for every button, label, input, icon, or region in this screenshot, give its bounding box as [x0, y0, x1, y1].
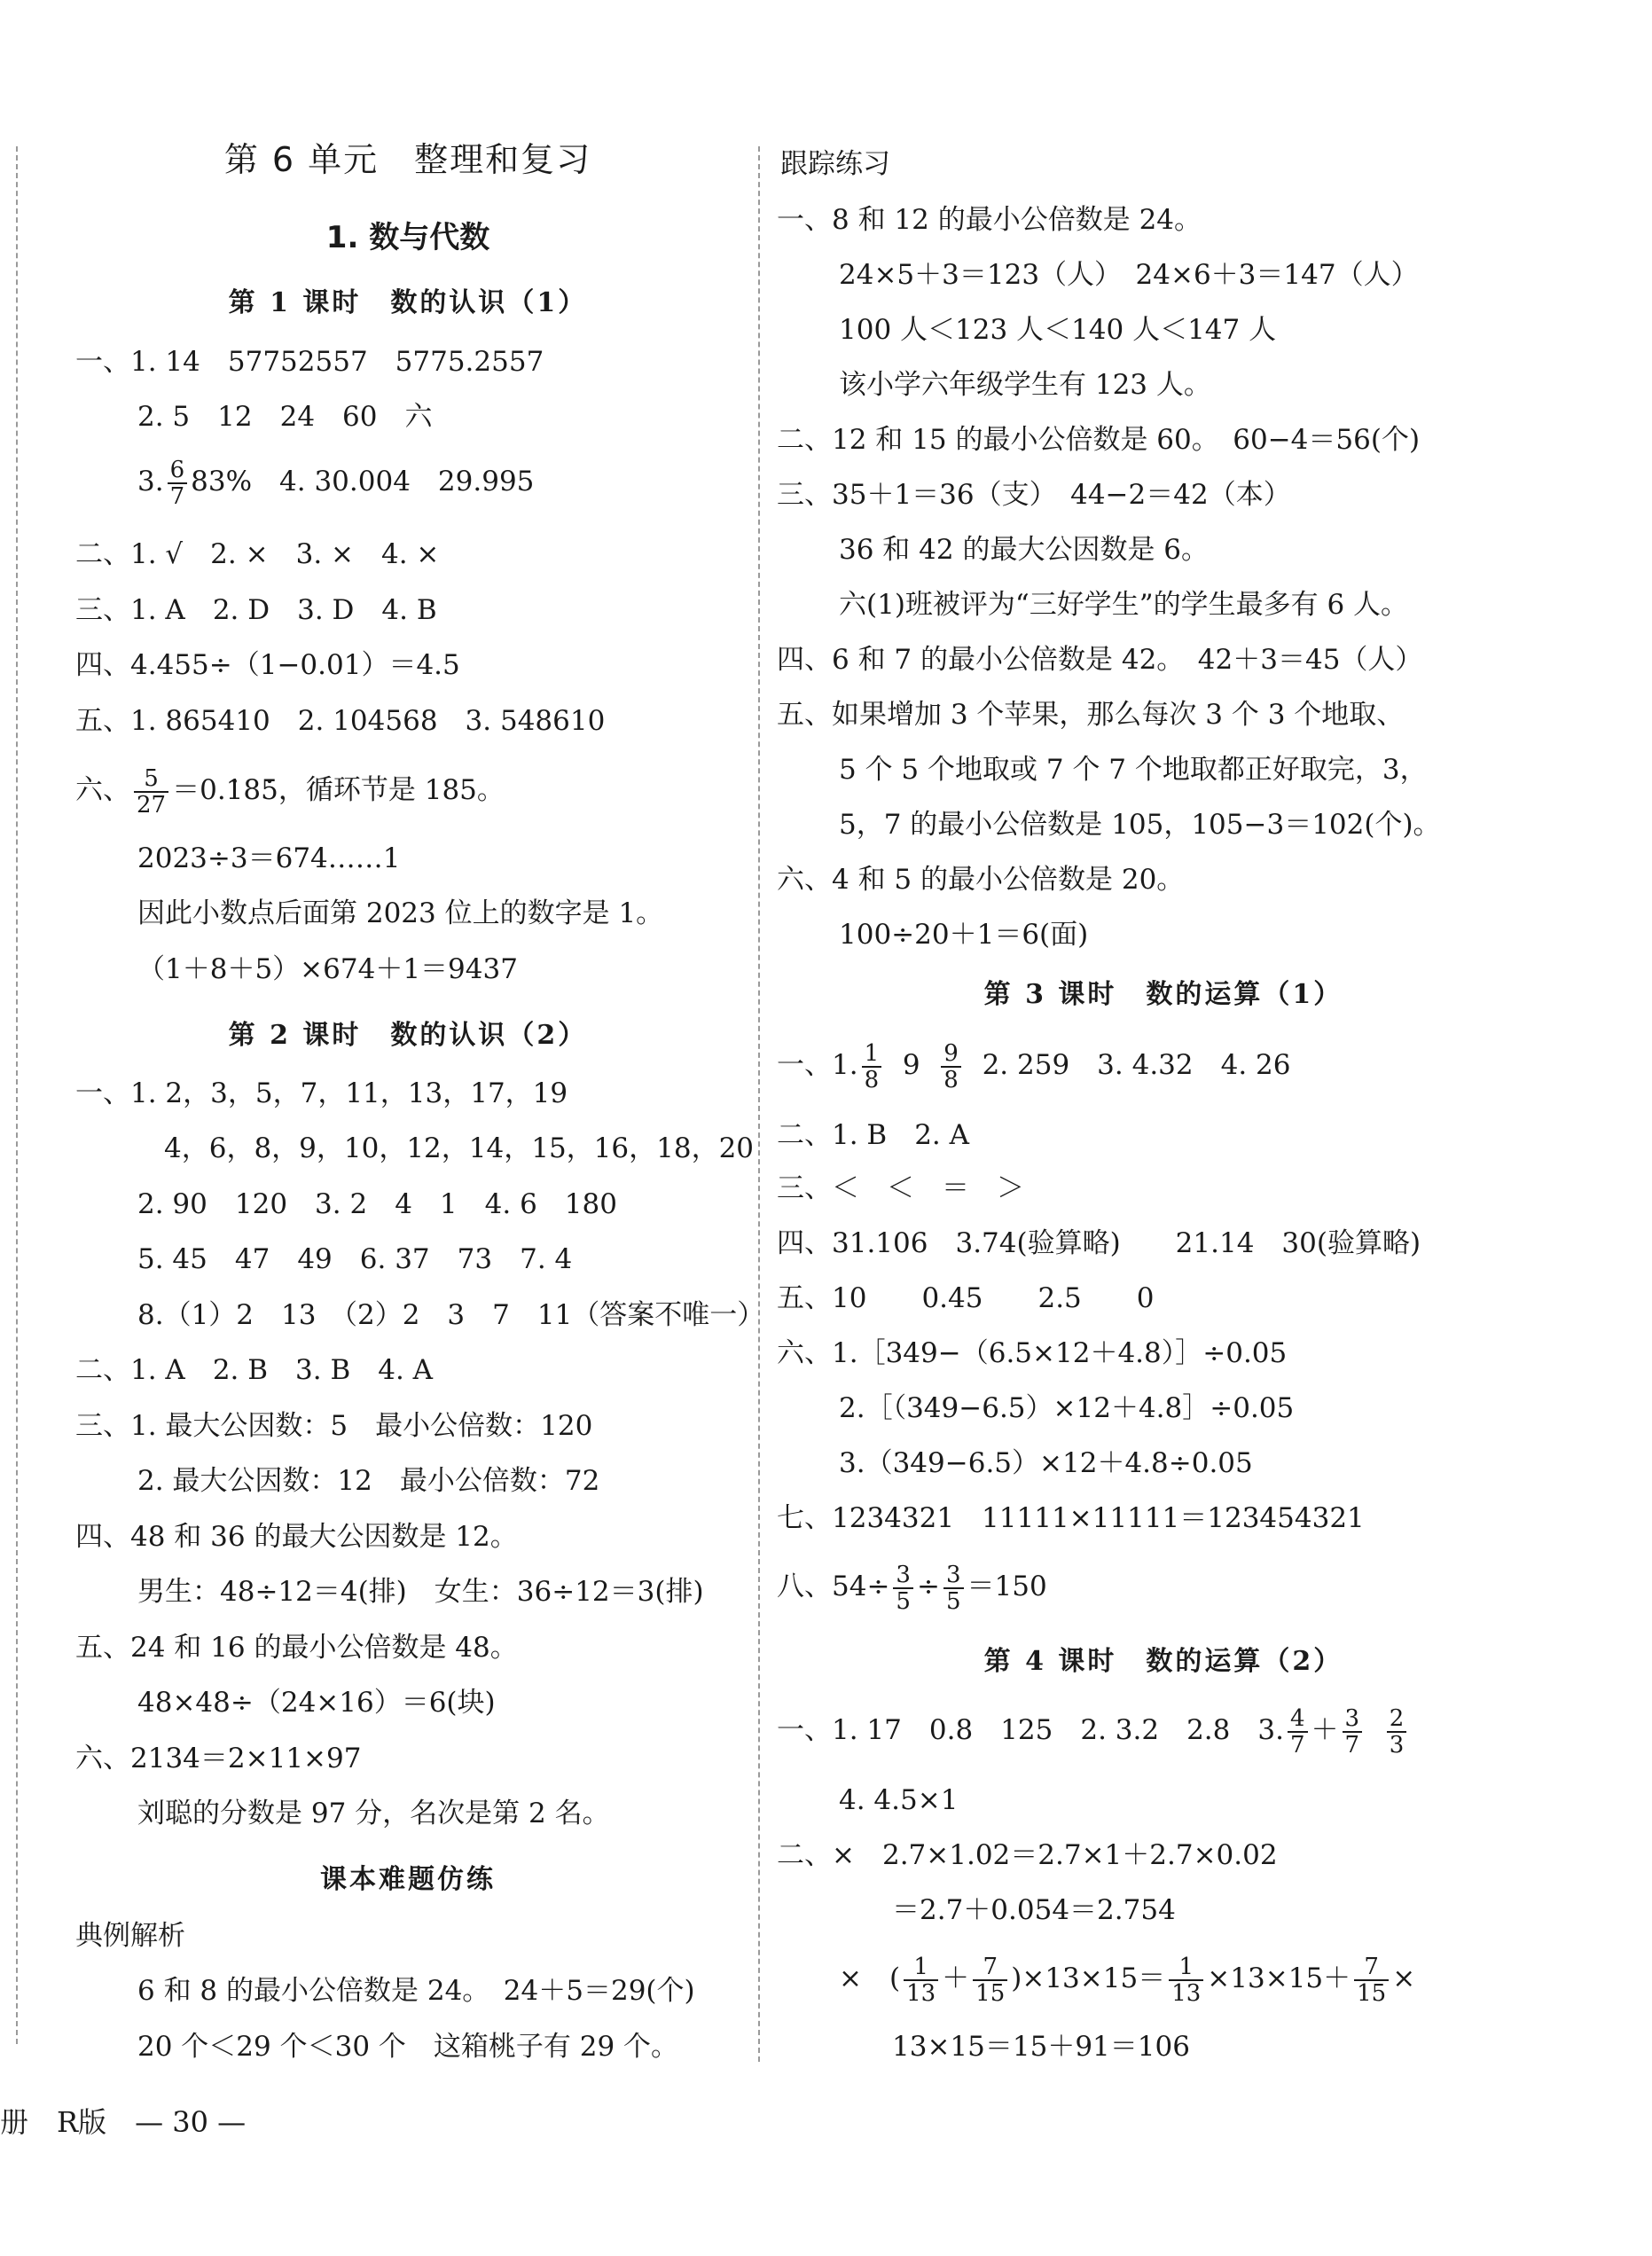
repeat-digit-start: • 1 [226, 774, 244, 806]
l3-line10-prefix: 八、54÷ [777, 1571, 890, 1602]
repeat-digit-mid: 8 [243, 774, 262, 806]
r-line3: 100 人＜123 人＜140 人＜147 人 [839, 314, 1277, 346]
numerator: 5 [134, 766, 168, 793]
numerator: 3 [893, 1563, 913, 1589]
l4-line5 [839, 1951, 1415, 2006]
r-line6: 三、35＋1＝36（支） 44−2＝42（本） [777, 479, 1291, 511]
lesson3-title: 第 3 课时 数的运算（1） [983, 979, 1343, 1010]
l3-line9: 七、1234321 11111×11111＝123454321 [777, 1502, 1365, 1534]
l2-line9: 四、48 和 36 的最大公因数是 12。 [75, 1521, 518, 1553]
l1-line1: 一、1. 14 57752557 5775.2557 [75, 346, 544, 378]
l1-line10: 因此小数点后面第 2023 位上的数字是 1。 [137, 897, 664, 929]
l4-line5-mid2: ×13×15＋ [1207, 1962, 1351, 1994]
l1-line6: 四、4.455÷（1−0.01）＝4.5 [75, 649, 460, 681]
numerator: 7 [973, 1954, 1007, 1981]
repeat-digit-end: • 5 [261, 774, 278, 806]
l2-line5: 8.（1）2 13 （2）2 3 7 11（答案不唯一） [137, 1299, 765, 1331]
practice-subtitle: 典例解析 [75, 1920, 185, 1952]
l2-line7: 三、1. 最大公因数：5 最小公倍数：120 [75, 1410, 593, 1442]
r-line4: 该小学六年级学生有 123 人。 [839, 369, 1211, 401]
l4-line5-mid: )×13×15＝ [1011, 1962, 1166, 1994]
l4-line1-plus: ＋ [1311, 1714, 1339, 1746]
l1-line8-prefix: 六、 [75, 774, 130, 806]
denominator: 15 [1357, 1979, 1387, 2007]
l3-line10-rest: ＝150 [967, 1571, 1047, 1602]
l3-line10-div: ÷ [916, 1571, 940, 1602]
l2-line6: 二、1. A 2. B 3. B 4. A [75, 1354, 434, 1386]
denominator: 7 [1344, 1731, 1360, 1759]
l1-line5: 三、1. A 2. D 3. D 4. B [75, 594, 437, 626]
r-line10: 五、如果增加 3 个苹果，那么每次 3 个 3 个地取、 [777, 699, 1405, 731]
numerator: 7 [1354, 1954, 1389, 1981]
l4-line6: 13×15＝15＋91＝106 [892, 2031, 1190, 2063]
numerator: 3 [1343, 1706, 1363, 1733]
fraction-6-7 [168, 458, 188, 509]
fraction-7-15-b [1354, 1954, 1389, 2006]
l1-line7: 五、1. 865410 2. 104568 3. 548610 [75, 705, 606, 737]
r-line7: 36 和 42 的最大公因数是 6。 [839, 534, 1210, 566]
l2-line13: 六、2134＝2×11×97 [75, 1743, 362, 1774]
denominator: 8 [943, 1066, 959, 1093]
l3-line6: 六、1.［349−（6.5×12＋4.8）］÷0.05 [777, 1337, 1288, 1369]
r-line8: 六(1)班被评为“三好学生”的学生最多有 6 人。 [839, 589, 1409, 621]
r-line1: 一、8 和 12 的最小公倍数是 24。 [777, 204, 1202, 236]
l4-line5-end: × [1392, 1962, 1416, 1994]
denominator: 5 [945, 1587, 961, 1615]
l4-line2: 4. 4.5×1 [839, 1784, 959, 1816]
denominator: 13 [906, 1979, 936, 2007]
l3-line5: 五、10 0.45 2.5 0 [777, 1282, 1155, 1314]
denominator: 5 [896, 1587, 911, 1615]
l4-line3: 二、× 2.7×1.02＝2.7×1＋2.7×0.02 [777, 1839, 1278, 1871]
l1-line11: （1＋8＋5）×674＋1＝9437 [137, 953, 518, 985]
l2-line4: 5. 45 47 49 6. 37 73 7. 4 [137, 1243, 573, 1275]
practice-title: 课本难题仿练 [320, 1864, 496, 1895]
r-line12: 5，7 的最小公倍数是 105，105−3＝102(个)。 [839, 809, 1441, 841]
fraction-3-7 [1343, 1706, 1363, 1758]
fraction-1-8 [862, 1041, 882, 1093]
lesson4-title: 第 4 课时 数的运算（2） [983, 1646, 1343, 1677]
r-line5: 二、12 和 15 的最小公倍数是 60。 60−4＝56(个) [777, 424, 1421, 456]
lesson1-title: 第 1 课时 数的认识（1） [228, 287, 588, 318]
denominator: 15 [975, 1979, 1006, 2007]
numerator: 6 [168, 458, 188, 484]
l2-line11: 五、24 和 16 的最小公倍数是 48。 [75, 1632, 518, 1664]
fraction-2-3 [1387, 1706, 1407, 1758]
numerator: 3 [943, 1563, 964, 1589]
l1-line9: 2023÷3＝674……1 [137, 842, 401, 874]
l4-line5-plus: ＋ [942, 1962, 970, 1994]
fraction-4-7 [1288, 1706, 1308, 1758]
lesson2-title: 第 2 课时 数的认识（2） [228, 1020, 588, 1051]
l1-line3-rest: 83% 4. 30.004 29.995 [191, 466, 535, 497]
numerator: 1 [904, 1954, 938, 1981]
fraction-3-5-a [893, 1563, 913, 1614]
fraction-3-5-b [943, 1563, 964, 1614]
l1-line3-prefix: 3. [137, 466, 164, 497]
denominator: 8 [864, 1066, 880, 1093]
decimal-start: ＝0. [172, 774, 226, 806]
r-line11: 5 个 5 个地取或 7 个 7 个地取都正好取完，3， [839, 754, 1428, 786]
numerator: 2 [1387, 1706, 1407, 1733]
l3-line1 [777, 1038, 1291, 1093]
fraction-1-13-a [904, 1954, 938, 2006]
l3-line10 [777, 1559, 1047, 1614]
r-line9: 四、6 和 7 的最小公倍数是 42。 42＋3＝45（人） [777, 644, 1423, 676]
practice-line1: 6 和 8 的最小公倍数是 24。 24＋5＝29(个) [137, 1975, 695, 2007]
unit-title: 第 6 单元 整理和复习 [223, 140, 592, 179]
r-line14: 100÷20＋1＝6(面) [839, 919, 1089, 951]
left-margin-dash [16, 146, 18, 2044]
practice-line2: 20 个＜29 个＜30 个 这箱桃子有 29 个。 [137, 2031, 679, 2063]
l2-line2: 4，6，8，9，10，12，14，15，16，18，20 [164, 1132, 755, 1164]
l4-line4: ＝2.7＋0.054＝2.754 [892, 1894, 1176, 1926]
l3-line7: 2.［（349−6.5）×12＋4.8］÷0.05 [839, 1392, 1295, 1424]
fraction-1-13-b [1169, 1954, 1203, 2006]
tracking-subtitle: 跟踪练习 [780, 148, 890, 180]
denominator: 7 [169, 482, 185, 510]
l2-line12: 48×48÷（24×16）＝6(块) [137, 1687, 496, 1719]
l3-line1-nine: 9 [902, 1049, 920, 1081]
section-title: 1. 数与代数 [325, 220, 490, 255]
l2-line1: 一、1. 2，3，5，7，11，13，17，19 [75, 1077, 568, 1109]
column-divider-dash [758, 146, 760, 2062]
l1-line2: 2. 5 12 24 60 六 [137, 401, 433, 433]
l1-line4: 二、1. √ 2. × 3. × 4. × [75, 538, 440, 570]
denominator: 3 [1389, 1731, 1405, 1759]
l3-line8: 3.（349−6.5）×12＋4.8÷0.05 [839, 1447, 1253, 1479]
fraction-7-15-a [973, 1954, 1007, 2006]
r-line2: 24×5＋3＝123（人） 24×6＋3＝147（人） [839, 259, 1419, 291]
denominator: 7 [1289, 1731, 1305, 1759]
l3-line2: 二、1. B 2. A [777, 1119, 970, 1151]
l4-line1 [777, 1703, 1410, 1758]
numerator: 9 [941, 1041, 961, 1068]
l1-line8 [75, 763, 505, 818]
numerator: 1 [1169, 1954, 1203, 1981]
l4-line5-prefix: × ( [839, 1962, 901, 1994]
numerator: 1 [862, 1041, 882, 1068]
l1-line3 [137, 454, 534, 509]
l2-line14: 刘聪的分数是 97 分，名次是第 2 名。 [137, 1798, 610, 1829]
numerator: 4 [1288, 1706, 1308, 1733]
l1-line8-rest: ，循环节是 185。 [278, 774, 505, 806]
l2-line10: 男生：48÷12＝4(排) 女生：36÷12＝3(排) [137, 1576, 704, 1608]
l3-line3: 三、＜ ＜ ＝ ＞ [777, 1172, 1024, 1204]
l4-line1-prefix: 一、1. 17 0.8 125 2. 3.2 2.8 3. [777, 1714, 1284, 1746]
l3-line1-rest: 2. 259 3. 4.32 4. 26 [982, 1049, 1291, 1081]
fraction-5-27 [134, 766, 168, 818]
l3-line1-prefix: 一、1. [777, 1049, 858, 1081]
denominator: 27 [137, 791, 167, 819]
l3-line4: 四、31.106 3.74(验算略) 21.14 30(验算略) [777, 1227, 1421, 1259]
r-line13: 六、4 和 5 的最小公倍数是 20。 [777, 864, 1185, 896]
page-footer: 册 R版 — 30 — [0, 2105, 247, 2139]
fraction-9-8 [941, 1041, 961, 1093]
l2-line8: 2. 最大公因数：12 最小公倍数：72 [137, 1465, 600, 1497]
denominator: 13 [1171, 1979, 1202, 2007]
l2-line3: 2. 90 120 3. 2 4 1 4. 6 180 [137, 1188, 617, 1220]
